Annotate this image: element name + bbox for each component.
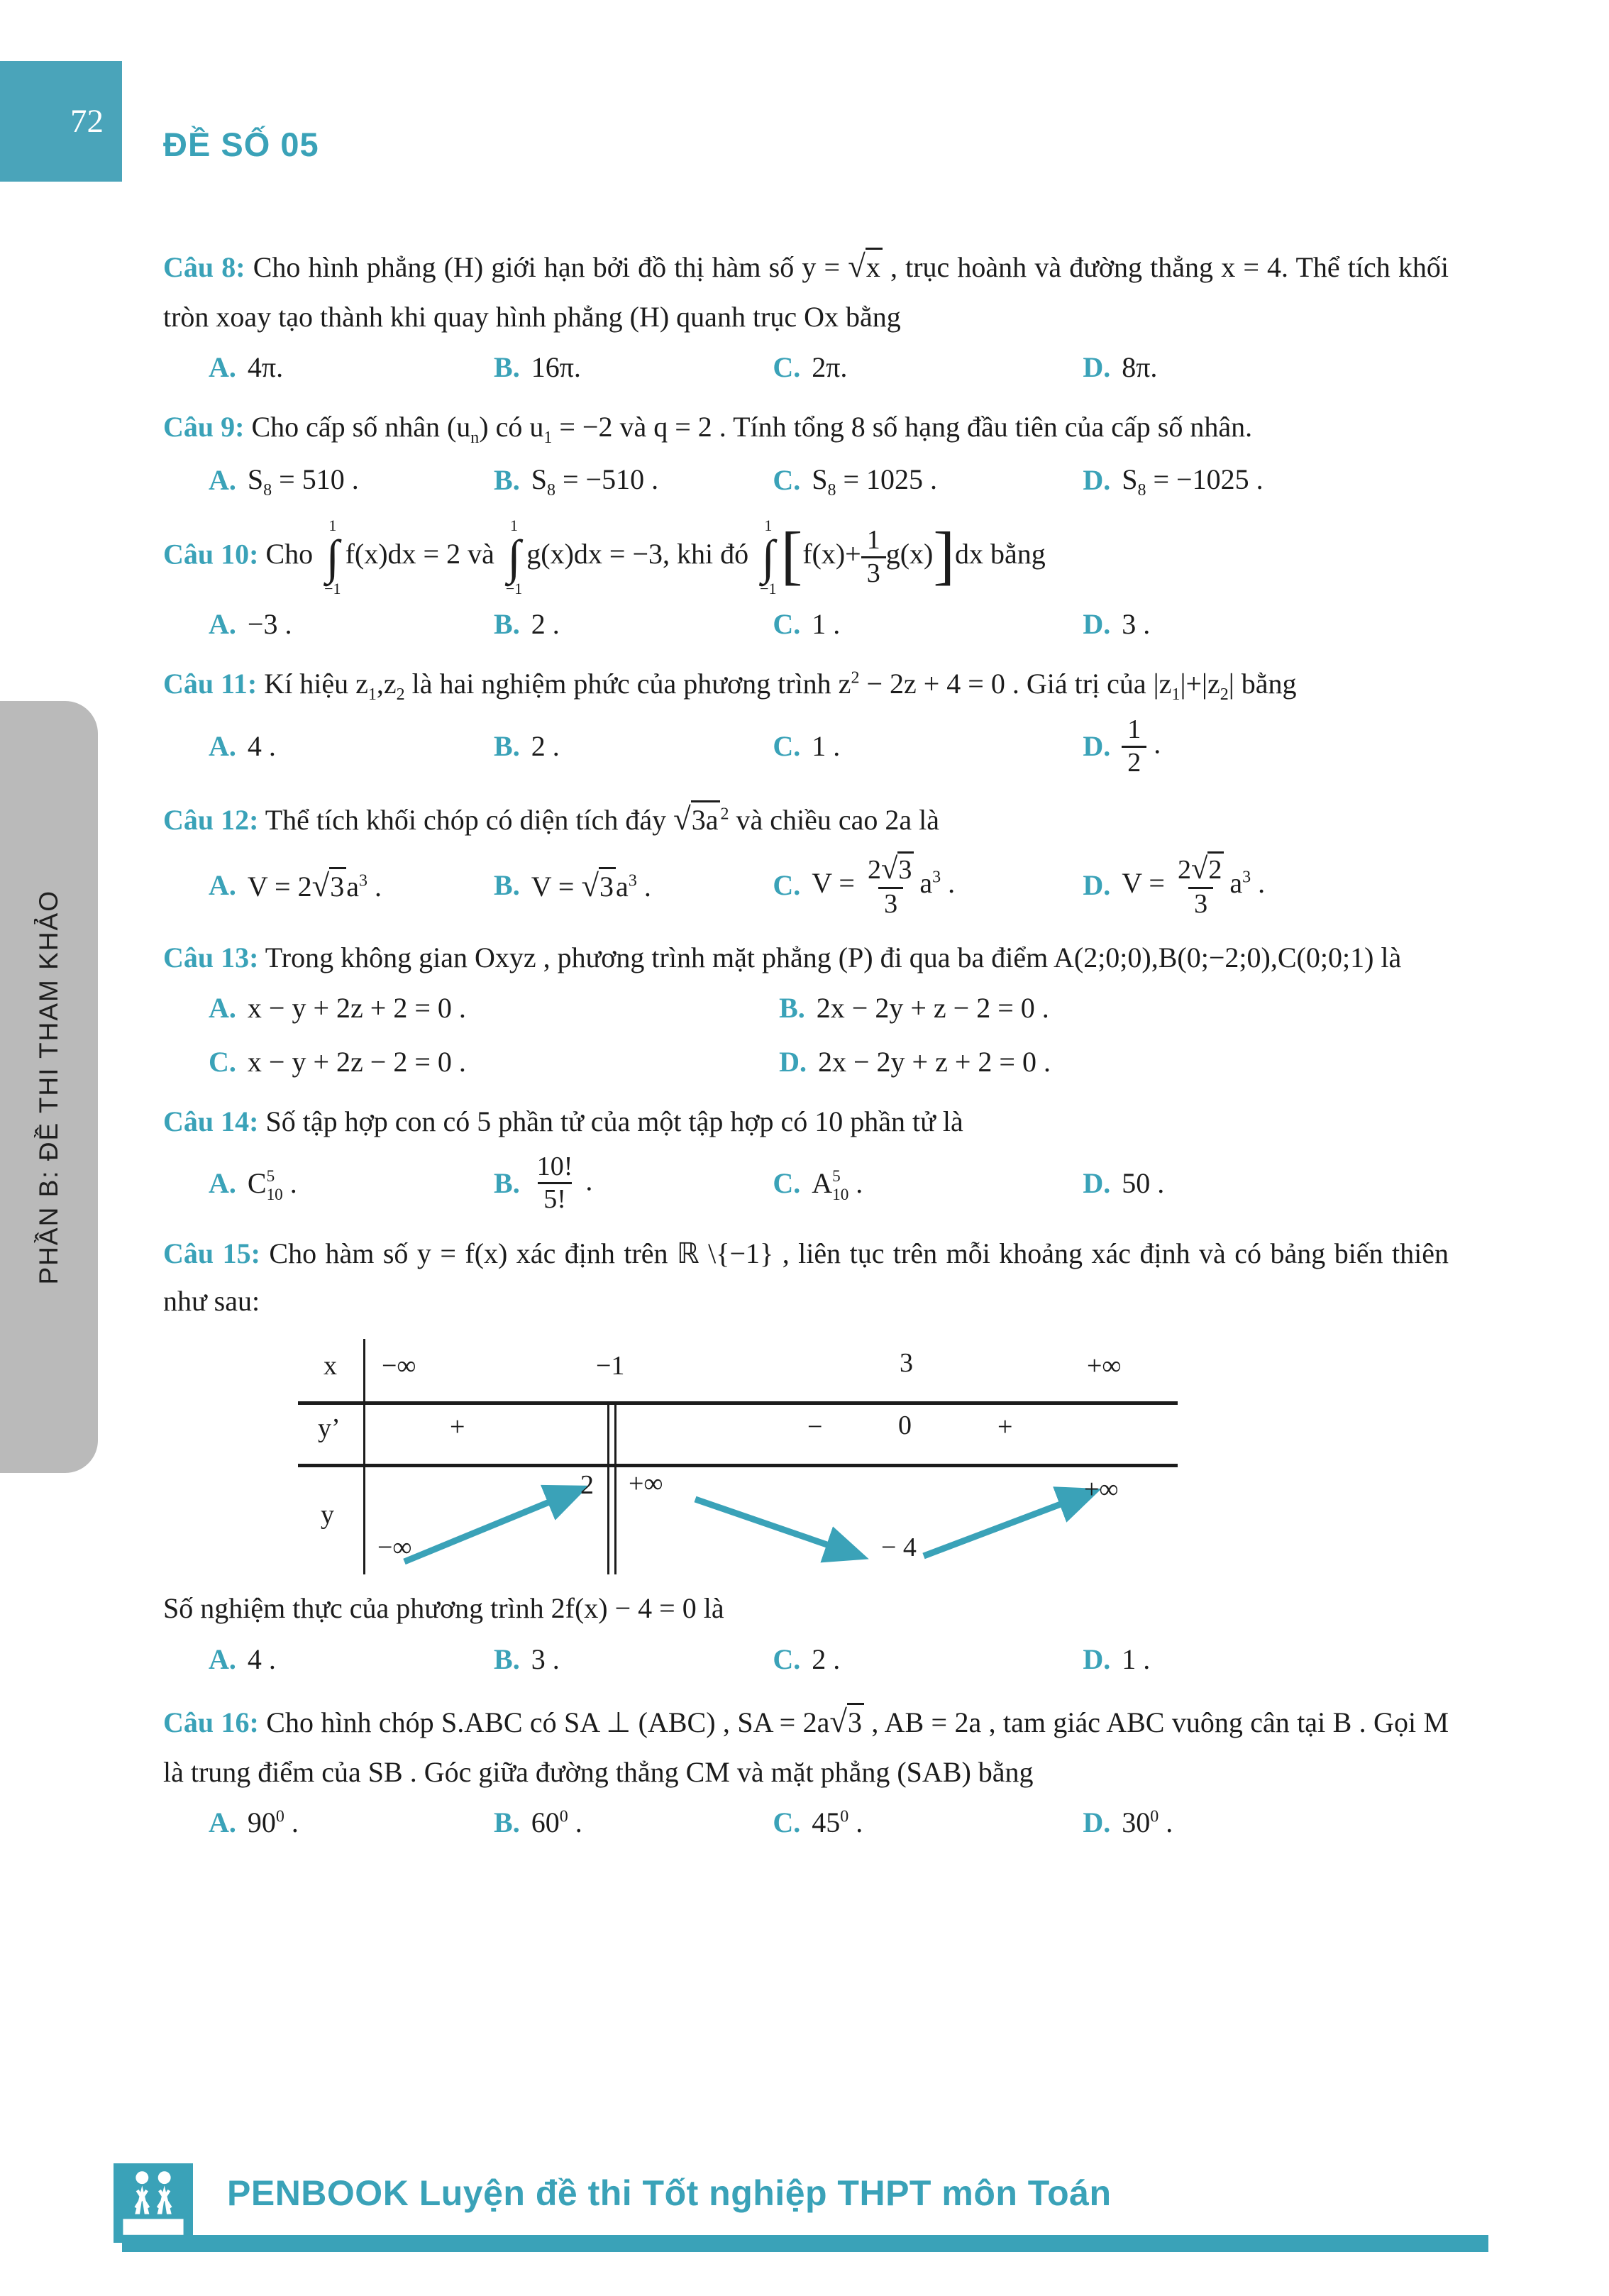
- options-row: [163, 852, 1449, 920]
- question-body: Số tập hợp con có 5 phần tử của một tập hợp có 10 phần tử là: [265, 1105, 963, 1138]
- option-a: [209, 603, 494, 646]
- option-c: [773, 1801, 1083, 1844]
- option-value: A 5 10 .: [812, 1166, 863, 1205]
- option-c: [773, 1162, 1083, 1205]
- option-value: V = $\frac{2√3}{3}$ $a^3$ .: [812, 851, 956, 919]
- options-row: [163, 1638, 1449, 1681]
- option-letter: C.: [773, 607, 801, 640]
- table-double-line: [614, 1403, 616, 1574]
- option-a: [209, 1801, 494, 1844]
- row-label-y: y: [321, 1500, 334, 1530]
- y-limit: 2: [580, 1470, 594, 1501]
- option-b: [494, 1152, 773, 1215]
- question-text: [163, 1230, 1449, 1325]
- option-b: [494, 458, 773, 503]
- option-b: [494, 862, 773, 910]
- y-limit: +∞: [1084, 1474, 1119, 1505]
- y-limit: −∞: [377, 1533, 412, 1563]
- option-value: $90^0$ .: [247, 1806, 299, 1839]
- option-a: [209, 458, 494, 503]
- x-value: +∞: [1087, 1351, 1122, 1381]
- option-letter: D.: [1083, 869, 1111, 902]
- options-row: [163, 714, 1449, 778]
- option-letter: A.: [209, 1166, 236, 1199]
- option-value: $S_8 = -1025$ .: [1122, 463, 1264, 500]
- option-c: [773, 603, 1083, 646]
- option-d: [1083, 1638, 1449, 1681]
- option-d: [1083, 1801, 1449, 1844]
- option-c: [773, 725, 1083, 768]
- table-vertical-line: [363, 1339, 365, 1574]
- table-horizontal-line: [298, 1401, 1178, 1405]
- option-value: x − y + 2z + 2 = 0 .: [247, 992, 466, 1025]
- option-value: 2 .: [812, 1643, 841, 1675]
- increase-arrow-icon: [404, 1489, 580, 1562]
- options-grid: [163, 987, 1449, 1083]
- option-value: 2 .: [531, 607, 560, 640]
- option-value: 1 .: [812, 607, 841, 640]
- question-body: Cho hình phẳng (H) giới hạn bởi đồ thị hàm số y = √x , trục hoành và đường thẳng x = 4. Thể tích khối tròn xoay tạo thành khi quay hình phẳng (H) quanh trục Ox bằng: [163, 248, 1449, 333]
- sidebar-tab: [0, 701, 98, 1473]
- option-c: [773, 852, 1083, 920]
- footer-bar: [122, 2235, 1488, 2252]
- question-text: [163, 403, 1449, 452]
- option-b: [494, 1801, 773, 1844]
- option-value: $30^0$ .: [1122, 1806, 1173, 1839]
- option-letter: A.: [209, 464, 236, 497]
- x-value: 3: [900, 1348, 913, 1379]
- question-text: [163, 934, 1449, 981]
- option-letter: B.: [494, 869, 520, 902]
- option-value: 16π.: [531, 351, 581, 384]
- option-letter: A.: [209, 869, 236, 902]
- option-value: 8π.: [1122, 351, 1158, 384]
- sidebar-label: PHẦN B: ĐỀ THI THAM KHẢO: [34, 889, 63, 1285]
- question-body: Cho cấp số nhân $(u_n)$ có $u_1 = -2$ và q = 2 . Tính tổng 8 số hạng đầu tiên của cấp số nhân.: [251, 411, 1253, 448]
- question-body: Thể tích khối chóp có diện tích đáy √3a $^2$ và chiều cao 2a là: [265, 801, 939, 837]
- option-c: [209, 1041, 779, 1083]
- question-text: [163, 517, 1449, 597]
- question-14: [163, 1098, 1449, 1215]
- option-letter: B.: [494, 1166, 520, 1199]
- question-text: [163, 660, 1449, 709]
- question-label: Câu 14:: [163, 1105, 259, 1138]
- option-a: [209, 987, 779, 1030]
- question-11: [163, 660, 1449, 779]
- option-value: C 5 10 .: [247, 1166, 297, 1205]
- option-value: 50 .: [1122, 1166, 1165, 1199]
- question-text: [163, 1098, 1449, 1145]
- question-label: Câu 13:: [163, 942, 259, 974]
- option-b: [494, 725, 773, 768]
- option-b: [779, 987, 1449, 1030]
- question-followup: Số nghiệm thực của phương trình 2f(x) − 4 = 0 là: [163, 1592, 724, 1625]
- y-minimum: − 4: [881, 1533, 917, 1563]
- option-letter: D.: [1083, 730, 1111, 763]
- question-15: [163, 1230, 1449, 1681]
- question-12: [163, 793, 1449, 920]
- footer-title: PENBOOK Luyện đề thi Tốt nghiệp THPT môn Toán: [227, 2173, 1112, 2213]
- option-letter: C.: [773, 1643, 801, 1675]
- option-letter: D.: [779, 1046, 807, 1078]
- option-value: x − y + 2z − 2 = 0 .: [247, 1046, 466, 1078]
- option-value: 2x − 2y + z + 2 = 0 .: [817, 1046, 1051, 1078]
- page-number-band: [0, 61, 122, 182]
- option-value: 1 .: [812, 730, 841, 763]
- option-letter: C.: [773, 464, 801, 497]
- options-row: [163, 603, 1449, 646]
- question-8: [163, 240, 1449, 389]
- option-value: 3 .: [531, 1643, 560, 1675]
- option-a: [209, 862, 494, 910]
- option-letter: B.: [494, 1643, 520, 1675]
- option-letter: C.: [773, 1166, 801, 1199]
- decrease-arrow-icon: [695, 1499, 860, 1556]
- option-value: 2 .: [531, 730, 560, 763]
- option-letter: A.: [209, 1806, 236, 1839]
- question-text: [163, 793, 1449, 846]
- option-a: [209, 1638, 494, 1681]
- option-value: $45^0$ .: [812, 1806, 863, 1839]
- option-value: 1 .: [1122, 1643, 1151, 1675]
- option-value: 4 .: [247, 730, 276, 763]
- option-letter: C.: [773, 730, 801, 763]
- y-prime-sign: +: [997, 1412, 1013, 1442]
- question-label: Câu 10:: [163, 538, 259, 570]
- options-row: [163, 458, 1449, 503]
- option-letter: D.: [1083, 1166, 1111, 1199]
- option-value: $\frac{10!}{5!}$ .: [536, 1151, 593, 1215]
- option-value: −3 .: [247, 607, 292, 640]
- option-letter: A.: [209, 607, 236, 640]
- option-letter: A.: [209, 730, 236, 763]
- option-d: [1083, 1162, 1449, 1205]
- option-letter: C.: [773, 869, 801, 902]
- option-d: [1083, 603, 1449, 646]
- option-d: [1083, 852, 1449, 920]
- option-letter: B.: [494, 351, 520, 384]
- option-letter: B.: [494, 607, 520, 640]
- question-label: Câu 11:: [163, 667, 258, 700]
- question-10: [163, 517, 1449, 646]
- y-prime-sign: +: [450, 1412, 465, 1442]
- table-horizontal-line: [298, 1464, 1178, 1467]
- question-body: Cho hình chóp S.ABC có SA ⊥ (ABC) , SA = 2a√3 , AB = 2a , tam giác ABC vuông cân tại B . Gọi M là trung điểm của SB . Góc giữa đường thẳng CM và mặt phẳng (SAB) bằng: [163, 1703, 1449, 1788]
- option-a: [209, 725, 494, 768]
- x-value: −∞: [382, 1351, 416, 1381]
- question-body: Cho hàm số y = f(x) xác định trên ℝ \{−1} , liên tục trên mỗi khoảng xác định và có bảng biến thiên như sau:: [163, 1237, 1449, 1318]
- option-a: [209, 346, 494, 389]
- option-value: 2x − 2y + z − 2 = 0 .: [816, 992, 1049, 1025]
- option-letter: B.: [494, 1806, 520, 1839]
- option-value: 2π.: [812, 351, 848, 384]
- question-label: Câu 15:: [163, 1237, 260, 1270]
- question-16: [163, 1695, 1449, 1844]
- option-value: $V = √3a^3$ .: [531, 867, 651, 903]
- option-letter: B.: [779, 992, 805, 1025]
- option-value: V = $\frac{2√2}{3}$ $a^3$ .: [1122, 851, 1266, 919]
- question-label: Câu 16:: [163, 1706, 259, 1738]
- option-letter: C.: [209, 1046, 236, 1078]
- row-label-x: x: [324, 1351, 337, 1381]
- option-value: 4 .: [247, 1643, 276, 1675]
- page-number: 72: [70, 103, 104, 140]
- table-double-line: [607, 1403, 609, 1574]
- option-d: [779, 1041, 1449, 1083]
- variation-table-arrows: [298, 1339, 1178, 1574]
- penbook-logo-icon: [114, 2163, 193, 2243]
- option-value: $\frac{1}{2}$ .: [1122, 714, 1161, 778]
- option-value: $S_8 = -510$ .: [531, 463, 659, 500]
- option-b: [494, 346, 773, 389]
- option-c: [773, 346, 1083, 389]
- question-13: [163, 934, 1449, 1083]
- question-9: [163, 403, 1449, 502]
- variation-table: [298, 1339, 1178, 1574]
- option-c: [773, 458, 1083, 503]
- y-prime-sign: −: [807, 1412, 823, 1442]
- y-prime-zero: 0: [898, 1411, 912, 1441]
- questions-area: [163, 240, 1449, 1858]
- options-row: [163, 1801, 1449, 1844]
- option-value: $S_8 = 510$ .: [247, 463, 359, 500]
- question-text: [163, 1695, 1449, 1796]
- options-row: [163, 346, 1449, 389]
- option-d: [1083, 346, 1449, 389]
- option-a: [209, 1162, 494, 1205]
- option-value: $S_8 = 1025$ .: [812, 463, 938, 500]
- question-body: Cho 1 ∫ −1 f(x)dx = 2 và 1 ∫ −1 g(x)dx = −3, khi đó 1 ∫ −1 [f(x)+ $\frac{1}{3}$ g(x)]dx bằng: [265, 516, 1046, 597]
- option-d: [1083, 458, 1449, 503]
- question-body: Kí hiệu $z_1,z_2$ là hai nghiệm phức của phương trình $z^2 - 2z + 4 = 0$ . Giá trị của $|z_1|+|z_2|$ bằng: [264, 667, 1297, 704]
- option-letter: C.: [773, 1806, 801, 1839]
- question-label: Câu 12:: [163, 804, 259, 837]
- option-letter: A.: [209, 1643, 236, 1675]
- option-letter: B.: [494, 730, 520, 763]
- option-letter: B.: [494, 464, 520, 497]
- option-letter: C.: [773, 351, 801, 384]
- page-title: ĐỀ SỐ 05: [163, 126, 319, 163]
- question-label: Câu 9:: [163, 411, 245, 443]
- increase-arrow-icon: [924, 1492, 1093, 1556]
- option-value: $60^0$ .: [531, 1806, 582, 1839]
- option-value: 4π.: [247, 351, 284, 384]
- option-d: [1083, 714, 1449, 778]
- option-letter: D.: [1083, 1643, 1111, 1675]
- row-label-y-prime: y’: [318, 1413, 341, 1444]
- options-row: [163, 1152, 1449, 1215]
- option-letter: A.: [209, 992, 236, 1025]
- option-b: [494, 1638, 773, 1681]
- y-limit: +∞: [629, 1469, 663, 1499]
- option-letter: D.: [1083, 607, 1111, 640]
- option-value: $V = 2√3a^3$ .: [247, 867, 382, 903]
- option-value: 3 .: [1122, 607, 1151, 640]
- option-letter: D.: [1083, 351, 1111, 384]
- option-letter: D.: [1083, 464, 1111, 497]
- x-value: −1: [596, 1351, 625, 1381]
- question-text: [163, 240, 1449, 341]
- option-letter: A.: [209, 351, 236, 384]
- option-c: [773, 1638, 1083, 1681]
- option-letter: D.: [1083, 1806, 1111, 1839]
- question-label: Câu 8:: [163, 251, 245, 283]
- question-body: Trong không gian Oxyz , phương trình mặt phẳng (P) đi qua ba điểm A(2;0;0),B(0;−2;0),C(0;0;1) là: [265, 942, 1402, 974]
- option-b: [494, 603, 773, 646]
